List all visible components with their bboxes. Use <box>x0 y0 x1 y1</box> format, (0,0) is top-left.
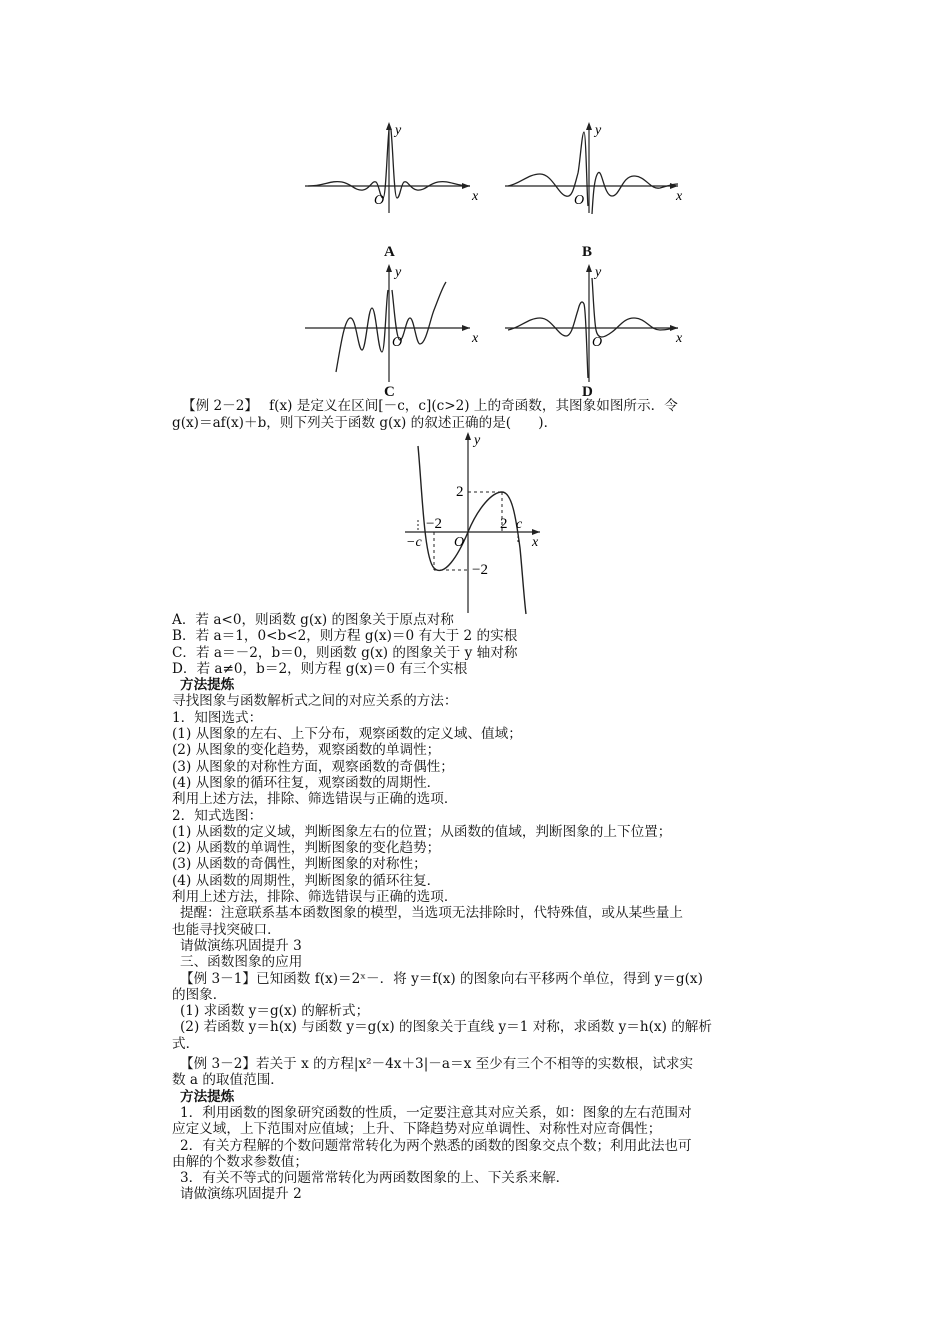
ex32-line1: 【例 3－2】若关于 x 的方程|x²－4x＋3|－a＝x 至少有三个不相等的实数根，试求实 <box>180 1056 694 1073</box>
figure-a <box>300 118 485 218</box>
panel-label-d: D <box>582 384 593 400</box>
origin-label-a: O <box>374 193 385 208</box>
method1-intro: 寻找图象与函数解析式之间的对应关系的方法： <box>172 693 458 710</box>
axis-x-label-d: x <box>676 331 683 346</box>
method2-p2-line1: 2．有关方程解的个数问题常常转化为两个熟悉的函数的图象交点个数；利用此法也可 <box>180 1137 692 1154</box>
method2-p2-line2: 由解的个数求参数值； <box>172 1153 308 1170</box>
origin-label-d: O <box>592 335 603 350</box>
origin-label-c: O <box>392 335 403 350</box>
ex22-line2: g(x)＝af(x)＋b，则下列关于函数 g(x) 的叙述正确的是( )． <box>172 415 558 431</box>
method2-p3: 3．有关不等式的问题常常转化为两函数图象的上、下关系来解． <box>180 1170 570 1187</box>
method1-s1-end: 利用上述方法，排除、筛选错误与正确的选项． <box>172 791 458 808</box>
option-b: B．若 a＝1，0<b<2，则方程 g(x)＝0 有大于 2 的实根 <box>172 628 518 645</box>
panel-label-c: C <box>384 384 395 400</box>
axis-x-label-b: x <box>676 189 683 204</box>
xtick-negc: −c <box>406 535 422 550</box>
method1-s2-end: 利用上述方法，排除、筛选错误与正确的选项． <box>172 889 458 906</box>
ytick-neg2: −2 <box>472 562 488 578</box>
method2-practice: 请做演练巩固提升 2 <box>180 1186 302 1203</box>
method1-s2-item: (3) 从函数的奇偶性，判断图象的对称性； <box>172 856 427 873</box>
axis-x-label-a: x <box>472 189 479 204</box>
method1-practice: 请做演练巩固提升 3 <box>180 937 302 954</box>
main-origin-label: O <box>454 535 465 550</box>
ex32-line2: 数 a 的取值范围． <box>172 1072 284 1089</box>
method1-s1-item: (1) 从图象的左右、上下分布，观察函数的定义域、值域； <box>172 726 522 743</box>
method1-s2: 2．知式选图： <box>172 807 263 824</box>
method1-s1-item: (3) 从图象的对称性方面，观察函数的奇偶性； <box>172 758 454 775</box>
axis-x-label-c: x <box>472 331 479 346</box>
method1-s2-item: (1) 从函数的定义域，判断图象左右的位置；从函数的值域，判断图象的上下位置； <box>172 823 672 840</box>
method1-title: 方法提炼 <box>180 677 235 694</box>
ytick-2: 2 <box>456 484 464 500</box>
main-axis-x-label: x <box>532 535 539 550</box>
ex31-line2: 的图象． <box>172 986 227 1003</box>
main-figure <box>400 428 550 618</box>
option-a: A．若 a<0，则函数 g(x) 的图象关于原点对称 <box>172 612 454 628</box>
axis-y-label-b: y <box>595 123 602 138</box>
axis-y-label-d: y <box>595 265 602 280</box>
axis-y-label-a: y <box>395 123 402 138</box>
method1-s1-item: (4) 从图象的循环往复，观察函数的周期性． <box>172 774 441 791</box>
method2-title: 方法提炼 <box>180 1088 235 1105</box>
origin-label-b: O <box>574 193 585 208</box>
ex31-q2-line2: 式． <box>172 1035 200 1052</box>
method1-tip-line1: 提醒：注意联系基本函数图象的模型，当选项无法排除时，代特殊值，或从某些量上 <box>180 905 683 922</box>
method1-s2-item: (4) 从函数的周期性，判断图象的循环往复． <box>172 872 441 889</box>
section3-heading: 三、函数图象的应用 <box>180 954 303 971</box>
xtick-2: 2 <box>500 516 508 532</box>
ex22-line1: 【例 2－2】 f(x) 是定义在区间[－c，c](c>2) 上的奇函数，其图象如图所示．令 <box>182 398 678 414</box>
method2-p1-line2: 应定义域，上下范围对应值域；上升、下降趋势对应单调性、对称性对应奇偶性； <box>172 1121 662 1138</box>
method1-tip-line2: 也能寻找突破口． <box>172 921 281 938</box>
xtick-neg2: −2 <box>426 516 442 532</box>
option-c: C．若 a＝－2，b＝0，则函数 g(x) 的图象关于 y 轴对称 <box>172 644 518 661</box>
method2-p1-line1: 1．利用函数的图象研究函数的性质，一定要注意其对应关系，如：图象的左右范围对 <box>180 1104 692 1121</box>
ex31-line1: 【例 3－1】已知函数 f(x)＝2ˣ－．将 y＝f(x) 的图象向右平移两个单位，得到 y＝g(x) <box>180 970 703 987</box>
figure-b <box>500 118 685 218</box>
main-axis-y-label: y <box>474 433 481 448</box>
option-d: D．若 a≠0，b＝2，则方程 g(x)＝0 有三个实根 <box>172 660 468 677</box>
figure-c <box>300 260 485 385</box>
method1-s1: 1．知图选式： <box>172 709 263 726</box>
body-text <box>172 612 812 1203</box>
panel-label-a: A <box>384 244 395 260</box>
figure-d <box>500 260 685 385</box>
ex31-q2-line1: (2) 若函数 y＝h(x) 与函数 y＝g(x) 的图象关于直线 y＝1 对称，求函数 y＝h(x) 的解析 <box>180 1019 712 1036</box>
ex31-q1: (1) 求函数 y＝g(x) 的解析式； <box>180 1003 370 1020</box>
method1-s1-item: (2) 从图象的变化趋势，观察函数的单调性； <box>172 742 441 759</box>
panel-label-b: B <box>582 244 593 260</box>
axis-y-label-c: y <box>395 265 402 280</box>
xtick-c: c <box>516 517 523 532</box>
method1-s2-item: (2) 从函数的单调性，判断图象的变化趋势； <box>172 840 441 857</box>
